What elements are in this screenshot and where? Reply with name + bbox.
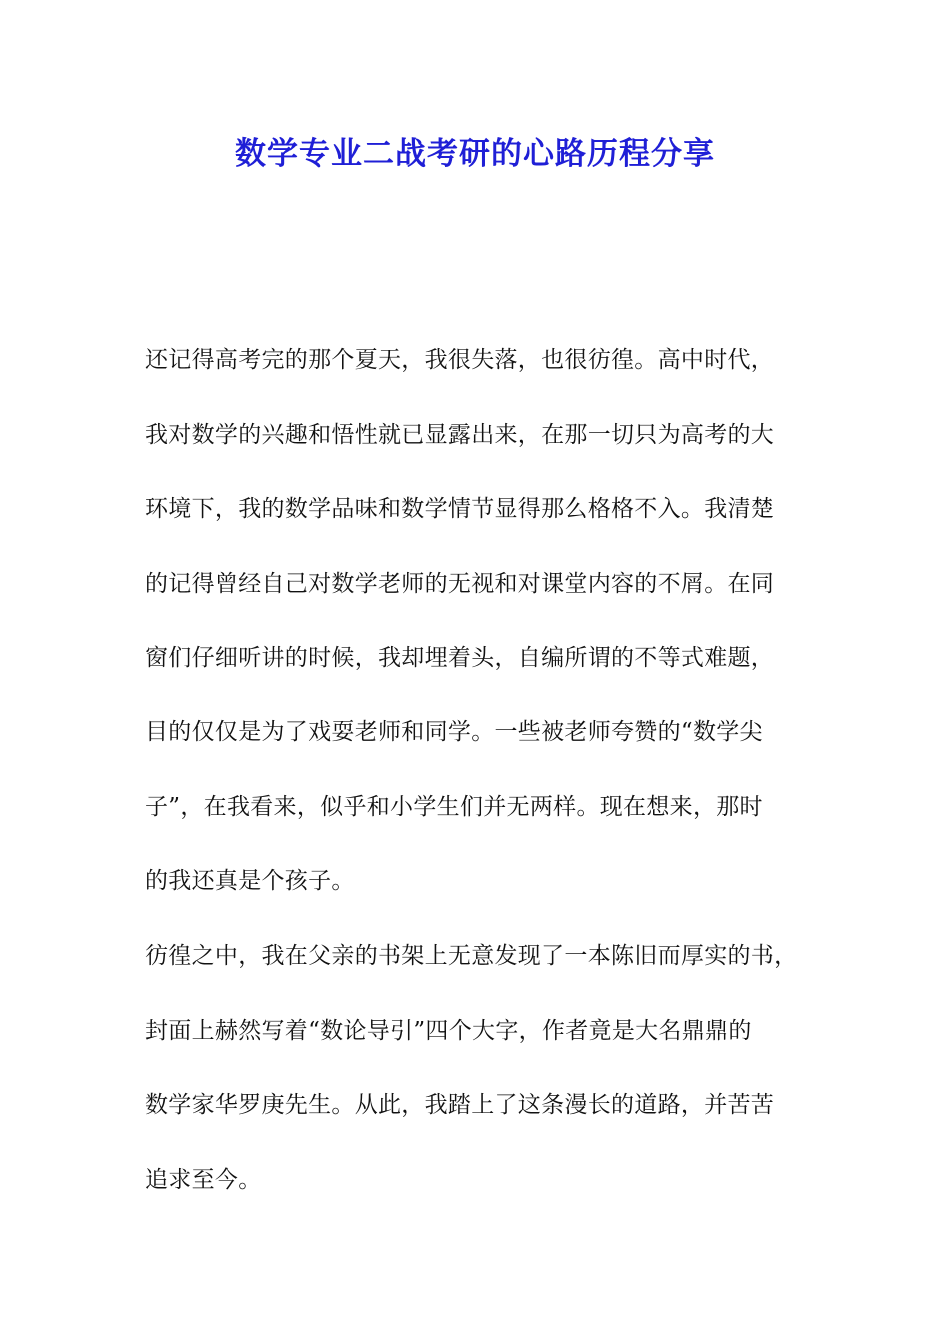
paragraph-line: 环境下，我的数学品味和数学情节显得那么格格不入。我清楚 xyxy=(145,496,775,522)
paragraph-line: 彷徨之中，我在父亲的书架上无意发现了一本陈旧而厚实的书， xyxy=(145,943,798,969)
paragraph-line: 追求至今。 xyxy=(145,1167,262,1193)
paragraph-line: 窗们仔细听讲的时候，我却埋着头，自编所谓的不等式难题， xyxy=(145,645,775,671)
paragraph-line: 封面上赫然写着“数论导引”四个大字，作者竟是大名鼎鼎的 xyxy=(145,1018,752,1044)
paragraph-line: 目的仅仅是为了戏耍老师和同学。一些被老师夸赞的“数学尖 xyxy=(145,719,763,745)
paragraph-line: 子”，在我看来，似乎和小学生们并无两样。现在想来，那时 xyxy=(145,794,763,820)
paragraph-line: 还记得高考完的那个夏天，我很失落，也很彷徨。高中时代， xyxy=(145,347,775,373)
paragraph-line: 我对数学的兴趣和悟性就已显露出来，在那一切只为高考的大 xyxy=(145,422,775,448)
paragraph-line: 数学家华罗庚先生。从此，我踏上了这条漫长的道路，并苦苦 xyxy=(145,1092,775,1118)
document-title: 数学专业二战考研的心路历程分享 xyxy=(235,136,715,172)
paragraph-line: 的记得曾经自己对数学老师的无视和对课堂内容的不屑。在同 xyxy=(145,571,775,597)
paragraph-line: 的我还真是个孩子。 xyxy=(145,868,355,894)
